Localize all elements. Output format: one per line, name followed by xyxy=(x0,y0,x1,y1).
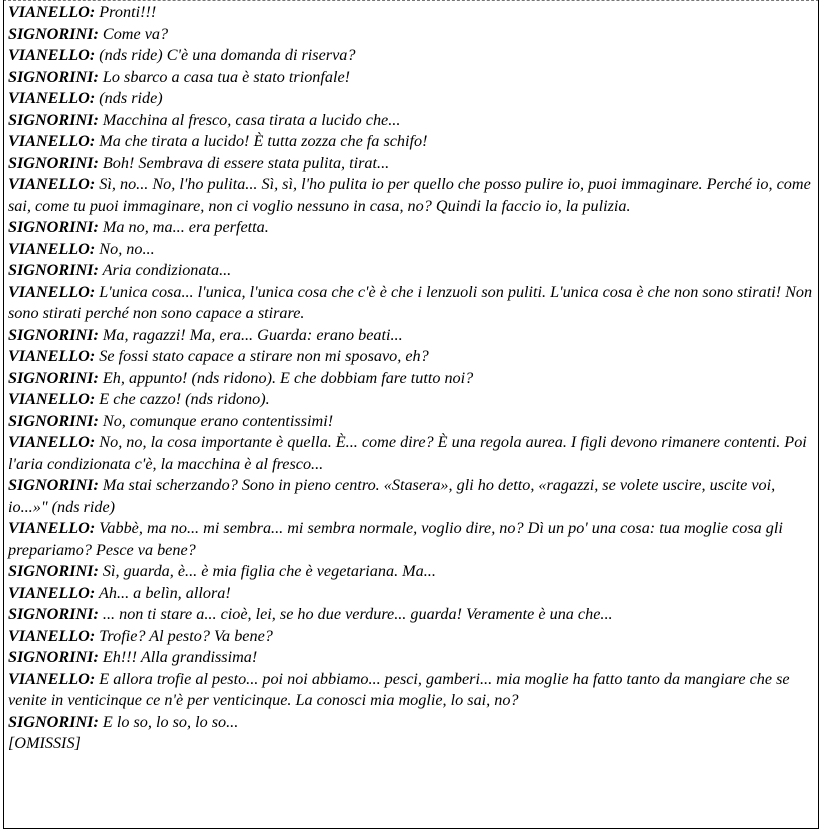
dialogue-line xyxy=(8,217,814,239)
dialogue-text: Aria condizionata... xyxy=(98,261,232,279)
speaker-label: SIGNORINI: xyxy=(8,368,99,387)
dialogue-text: Sì, guarda, è... è mia figlia che è vegetariana. Ma... xyxy=(98,562,436,580)
speaker-label: SIGNORINI: xyxy=(8,67,99,86)
transcript-box xyxy=(3,0,819,829)
speaker-label: SIGNORINI: xyxy=(8,605,99,623)
speaker-label: VIANELLO: xyxy=(8,347,96,365)
dialogue-text: Eh, appunto! (nds ridono). E che dobbiam fare tutto noi? xyxy=(98,368,474,387)
dialogue-line xyxy=(8,733,814,755)
dialogue-text: Come va? xyxy=(98,24,169,43)
dialogue-line xyxy=(8,260,814,282)
dialogue-text: Boh! Sembrava di essere stata pulita, tirat... xyxy=(98,153,390,172)
dialogue-text: [OMISSIS] xyxy=(8,734,81,752)
dialogue-line xyxy=(8,475,814,518)
dialogue-line xyxy=(8,88,814,110)
speaker-label: VIANELLO: xyxy=(8,132,96,150)
dialogue-line xyxy=(8,325,814,347)
dialogue-text: E lo so, lo so, lo so... xyxy=(98,712,239,731)
dialogue-line xyxy=(8,239,814,261)
dialogue-text: No, no, la cosa importante è quella. È... come dire? È una regola aurea. I figli devono rimanere contenti. Poi l'aria condizionata c'è, la macchina è al fresco... xyxy=(8,433,807,473)
speaker-label: SIGNORINI: xyxy=(8,325,99,344)
dialogue-line xyxy=(8,368,814,390)
dialogue-line xyxy=(8,432,814,475)
dialogue-line xyxy=(8,153,814,175)
dialogue-line xyxy=(8,712,814,734)
dialogue-line xyxy=(8,626,814,648)
dialogue-line xyxy=(8,669,814,712)
dialogue-text: Eh!!! Alla grandissima! xyxy=(98,648,258,666)
dialogue-line xyxy=(8,411,814,433)
dialogue-text: Vabbè, ma no... mi sembra... mi sembra normale, voglio dire, no? Dì un po' una cosa: tua moglie cosa gli prepariamo? Pesce va bene? xyxy=(8,519,783,559)
dialogue-text: Pronti!!! xyxy=(95,3,157,21)
dialogue-line xyxy=(8,110,814,132)
speaker-label: VIANELLO: xyxy=(8,433,96,451)
speaker-label: VIANELLO: xyxy=(8,239,96,258)
dialogue-line xyxy=(8,2,814,24)
speaker-label: VIANELLO: xyxy=(8,626,96,645)
dialogue-line xyxy=(8,131,814,153)
dialogue-text: Ma che tirata a lucido! È tutta zozza che fa schifo! xyxy=(95,132,428,150)
dialogue-line xyxy=(8,647,814,669)
dialogue-text: No, no... xyxy=(95,239,155,258)
speaker-label: SIGNORINI: xyxy=(8,110,99,129)
speaker-label: VIANELLO: xyxy=(8,669,96,688)
speaker-label: SIGNORINI: xyxy=(8,648,99,666)
dialogue-line xyxy=(8,24,814,46)
speaker-label: VIANELLO: xyxy=(8,89,96,107)
speaker-label: VIANELLO: xyxy=(8,46,96,64)
speaker-label: VIANELLO: xyxy=(8,175,96,193)
speaker-label: VIANELLO: xyxy=(8,583,96,602)
dialogue-text: Sì, no... No, l'ho pulita... Sì, sì, l'ho pulita io per quello che posso pulire io, puoi immaginare. Perché io, come sai, come tu puoi immaginare, non ci voglio nessuno in casa, no? Quindi la faccio io, la pulizia. xyxy=(8,175,811,215)
dialogue-text: Ah... a belìn, allora! xyxy=(95,583,231,602)
dialogue-text: No, comunque erano contentissimi! xyxy=(98,411,334,430)
dialogue-line xyxy=(8,174,814,217)
dialogue-text: ... non ti stare a... cioè, lei, se ho due verdure... guarda! Veramente è una che... xyxy=(98,605,613,623)
speaker-label: SIGNORINI: xyxy=(8,562,99,580)
speaker-label: SIGNORINI: xyxy=(8,476,99,494)
dialogue-line xyxy=(8,518,814,561)
speaker-label: SIGNORINI: xyxy=(8,218,99,236)
speaker-label: VIANELLO: xyxy=(8,282,96,301)
dialogue-line xyxy=(8,561,814,583)
dialogue-line xyxy=(8,389,814,411)
dialogue-line xyxy=(8,282,814,325)
dialogue-text: Lo sbarco a casa tua è stato trionfale! xyxy=(98,67,351,86)
dialogue-text: Macchina al fresco, casa tirata a lucido che... xyxy=(98,110,401,129)
speaker-label: VIANELLO: xyxy=(8,3,96,21)
dialogue-text: Ma, ragazzi! Ma, era... Guarda: erano beati... xyxy=(98,325,403,344)
speaker-label: SIGNORINI: xyxy=(8,411,99,430)
dialogue-line xyxy=(8,583,814,605)
dialogue-text: (nds ride) C'è una domanda di riserva? xyxy=(95,46,356,64)
dialogue-line xyxy=(8,45,814,67)
dialogue-text: Ma no, ma... era perfetta. xyxy=(98,218,269,236)
dialogue-line xyxy=(8,67,814,89)
speaker-label: VIANELLO: xyxy=(8,390,96,408)
dialogue-line xyxy=(8,604,814,626)
speaker-label: SIGNORINI: xyxy=(8,261,99,279)
dialogue-text: E che cazzo! (nds ridono). xyxy=(95,390,270,408)
dialogue-text: L'unica cosa... l'unica, l'unica cosa che c'è è che i lenzuoli son puliti. L'unica cosa è che non sono stirati! Non sono stirati perché non sono capace a stirare. xyxy=(8,282,813,322)
dialogue-text: (nds ride) xyxy=(95,89,163,107)
speaker-label: VIANELLO: xyxy=(8,519,96,537)
dialogue-text: Trofie? Al pesto? Va bene? xyxy=(95,626,273,645)
speaker-label: SIGNORINI: xyxy=(8,153,99,172)
dialogue-text: E allora trofie al pesto... poi noi abbiamo... pesci, gamberi... mia moglie ha fatto tanto da mangiare che se venite in venticinque ce n'è per venticinque. La conosci mia moglie, lo sai, no? xyxy=(8,669,790,709)
speaker-label: SIGNORINI: xyxy=(8,712,99,731)
dialogue-line xyxy=(8,346,814,368)
dialogue-text: Se fossi stato capace a stirare non mi sposavo, eh? xyxy=(95,347,429,365)
dialogue-text: Ma stai scherzando? Sono in pieno centro. «Stasera», gli ho detto, «ragazzi, se volete uscire, uscite voi, io...»" (nds ride) xyxy=(8,476,776,516)
speaker-label: SIGNORINI: xyxy=(8,24,99,43)
